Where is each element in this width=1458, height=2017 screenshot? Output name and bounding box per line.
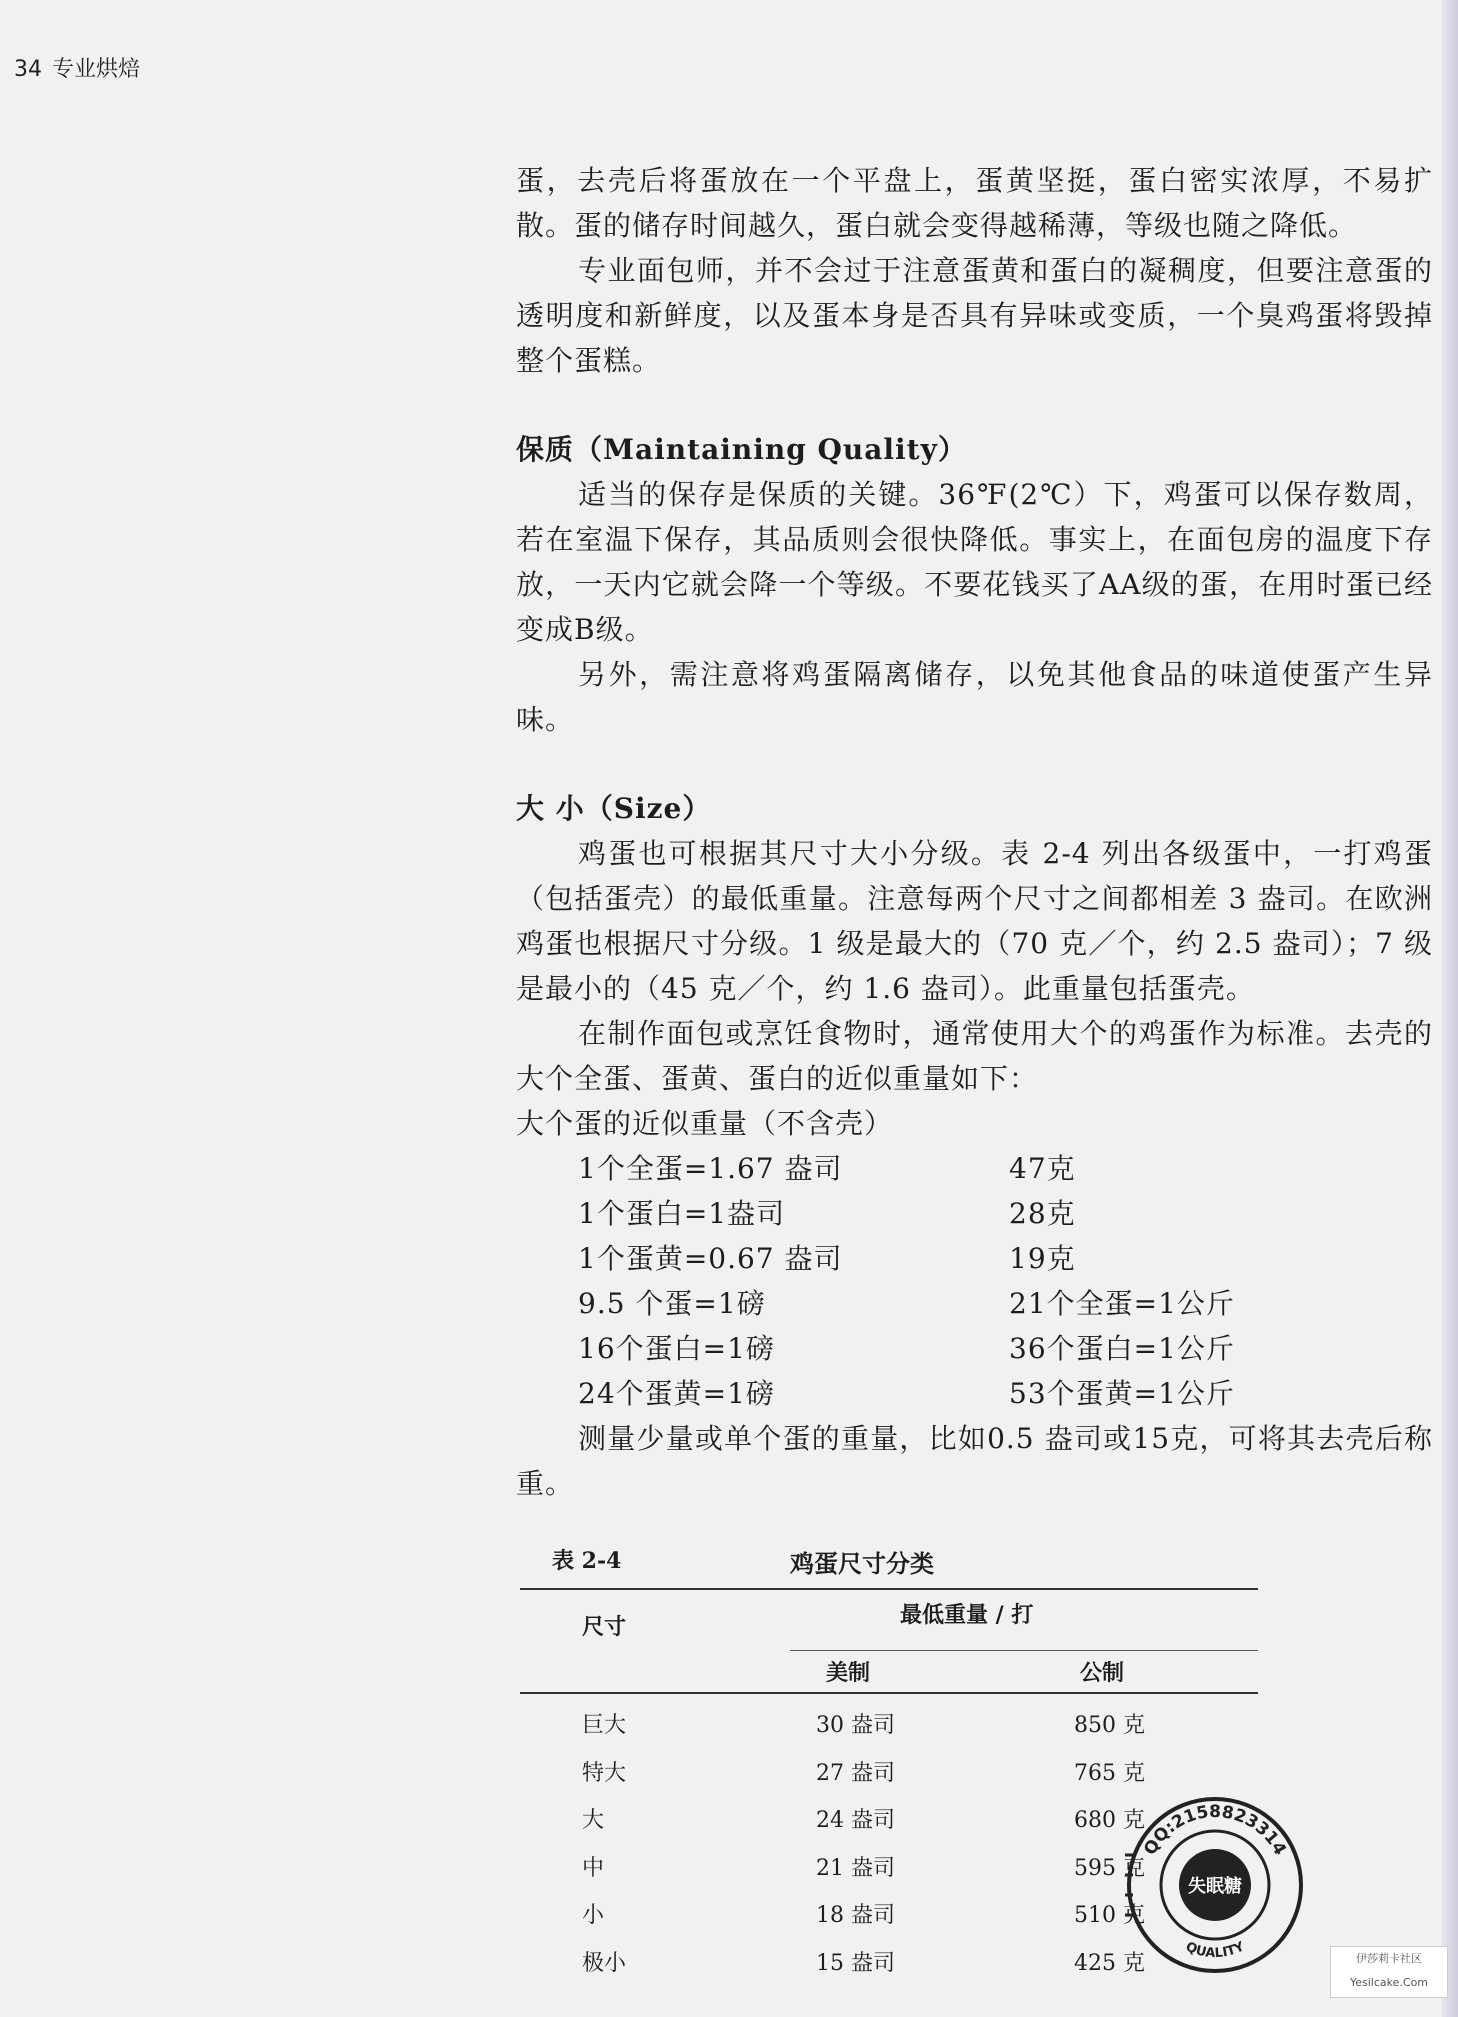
column-header-us: 美制 <box>826 1660 871 1686</box>
table-row: 大 24 盎司 680 克 <box>582 1808 1145 1833</box>
table-caption <box>520 1538 1258 1582</box>
paragraph: 专业面包师，并不会过于注意蛋黄和蛋白的凝稠度，但要注意蛋的透明度和新鲜度，以及蛋本身是否具有异味或变质，一个臭鸡蛋将毁掉整个蛋糕。 <box>516 254 1433 377</box>
section-heading-quality: 保质（Maintaining Quality） <box>516 433 967 466</box>
paragraph: 另外，需注意将鸡蛋隔离储存，以免其他食品的味道使蛋产生异味。 <box>516 658 1433 736</box>
list-item: 1个蛋黄=0.67 盎司 19克 <box>578 1242 1076 1275</box>
egg-weights-list <box>516 1146 1433 1416</box>
list-item: 24个蛋黄=1磅 53个蛋黄=1公斤 <box>578 1377 1235 1410</box>
table-rule <box>790 1650 1258 1651</box>
stamp-center-text: 失眠糖 <box>1188 1876 1242 1897</box>
seal-stamp <box>1125 1795 1305 1975</box>
weights-title: 大个蛋的近似重量（不含壳） <box>516 1107 894 1140</box>
site-watermark <box>1330 1946 1448 1998</box>
paragraph: 适当的保存是保质的关键。36℉(2℃）下，鸡蛋可以保存数周，若在室温下保存，其品质则会很快降低。事实上，在面包房的温度下存放，一天内它就会降一个等级。不要花钱买了AA级的蛋，在用时蛋已经变成B级。 <box>516 478 1433 646</box>
section-heading-size: 大 小（Size） <box>516 792 712 825</box>
table-row: 中 21 盎司 595 克 <box>582 1855 1145 1881</box>
watermark-line2: Yesilcake.Com <box>1349 1976 1429 1989</box>
table-row: 极小 15 盎司 425 克 <box>582 1950 1145 1976</box>
watermark-line1: 伊莎莉卡社区 <box>1356 1952 1422 1965</box>
table-row: 巨大 30 盎司 850 克 <box>582 1713 1145 1738</box>
page-number: 34 <box>14 57 42 82</box>
table-row: 特大 27 盎司 765 克 <box>582 1760 1145 1786</box>
column-header-metric: 公制 <box>1080 1660 1125 1686</box>
list-item: 9.5 个蛋=1磅 21个全蛋=1公斤 <box>578 1287 1235 1320</box>
column-header-min-weight: 最低重量 / 打 <box>900 1602 1034 1628</box>
paragraph: 鸡蛋也可根据其尺寸大小分级。表 2-4 列出各级蛋中，一打鸡蛋（包括蛋壳）的最低重量。注意每两个尺寸之间都相差 3 盎司。在欧洲鸡蛋也根据尺寸分级。1 级是最大的（70 克／个，约 2.5 盎司）；7 级是最小的（45 克／个，约 1.6 盎司）。此重量包括蛋壳。 <box>516 837 1433 1005</box>
paragraph: 在制作面包或烹饪食物时，通常使用大个的鸡蛋作为标准。去壳的大个全蛋、蛋黄、蛋白的近似重量如下： <box>516 1017 1433 1095</box>
book-title: 专业烘焙 <box>52 57 141 82</box>
list-item: 16个蛋白=1磅 36个蛋白=1公斤 <box>578 1332 1235 1365</box>
paragraph: 蛋，去壳后将蛋放在一个平盘上，蛋黄坚挺，蛋白密实浓厚，不易扩散。蛋的储存时间越久，蛋白就会变得越稀薄，等级也随之降低。 <box>516 164 1433 242</box>
stamp-bottom-text: QUALITY <box>1183 1939 1247 1962</box>
list-item: 1个蛋白=1盎司 28克 <box>578 1197 1076 1230</box>
body-text <box>516 158 1433 1506</box>
paragraph: 测量少量或单个蛋的重量，比如0.5 盎司或15克，可将其去壳后称重。 <box>516 1422 1433 1500</box>
stamp-top-text: QQ:2158823314 <box>1140 1801 1290 1859</box>
column-header-size: 尺寸 <box>582 1614 627 1640</box>
page-edge-shadow <box>1442 0 1458 2017</box>
table-row: 小 18 盎司 510 克 <box>582 1903 1145 1928</box>
table-title: 鸡蛋尺寸分类 <box>790 1549 934 1578</box>
svg-text:QUALITY <box>1183 1939 1247 1961</box>
table-rule <box>520 1588 1258 1590</box>
table-number: 表 2-4 <box>552 1548 622 1574</box>
table-rule <box>520 1692 1258 1694</box>
list-item: 1个全蛋=1.67 盎司 47克 <box>578 1152 1076 1185</box>
running-head <box>14 52 140 83</box>
